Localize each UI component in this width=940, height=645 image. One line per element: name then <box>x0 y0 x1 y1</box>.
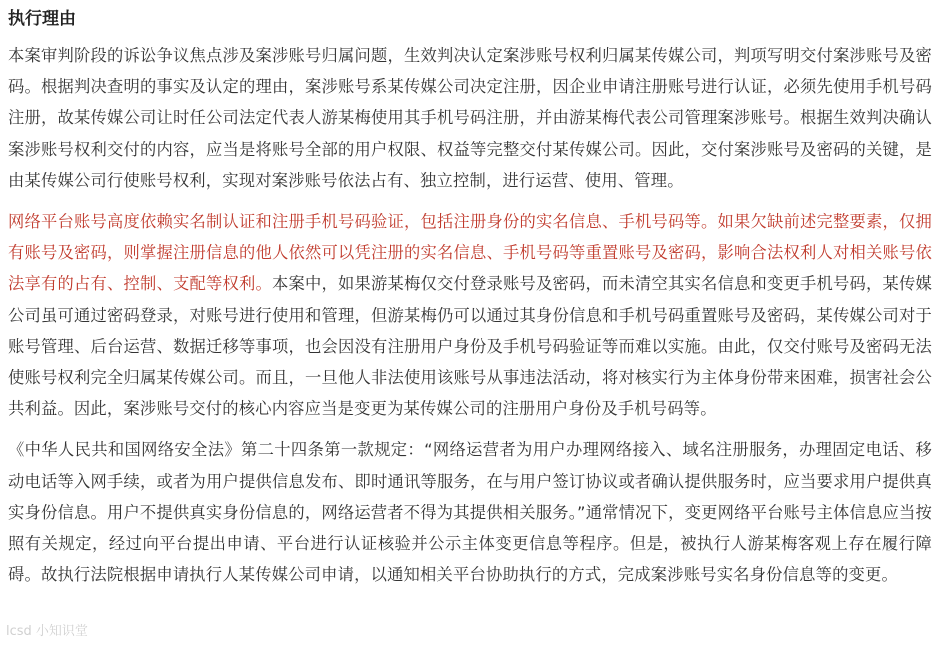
section-heading: 执行理由 <box>8 9 76 29</box>
paragraph-2 <box>8 206 932 424</box>
paragraph-1-text: 本案审判阶段的诉讼争议焦点涉及案涉账号归属问题，生效判决认定案涉账号权利归属某传媒公司，判项写明交付案涉账号及密码。根据判决查明的事实及认定的理由，案涉账号系某传媒公司决定注册，因企业申请注册账号进行认证，必须先使用手机号码注册，故某传媒公司让时任公司法定代表人游某梅使用其手机号码注册，并由游某梅代表公司管理案涉账号。根据生效判决确认案涉账号权利交付的内容，应当是将账号全部的用户权限、权益等完整交付某传媒公司。因此，交付案涉账号及密码的关键，是由某传媒公司行使账号权利，实现对案涉账号依法占有、独立控制，进行运营、使用、管理。 <box>8 46 932 190</box>
paragraph-2-highlight: 网络平台账号高度依赖实名制认证和注册手机号码验证，包括注册身份的实名信息、手机号码等。如果欠缺前述完整要素，仅拥有账号及密码，则掌握注册信息的他人依然可以凭注册的实名信息、手机号码等重置账号及密码，影响合法权利人对相关账号依法享有的占有、控制、支配等权利。 <box>8 212 932 294</box>
paragraph-1 <box>8 40 932 196</box>
watermark: lcsd 小知识堂 <box>6 624 88 639</box>
paragraph-3 <box>8 434 932 590</box>
paragraph-2-text: 本案中，如果游某梅仅交付登录账号及密码，而未清空其实名信息和变更手机号码，某传媒公司虽可通过密码登录，对账号进行使用和管理，但游某梅仍可以通过其身份信息和手机号码重置账号及密码，某传媒公司对于账号管理、后台运营、数据迁移等事项，也会因没有注册用户身份及手机号码验证等而难以实施。由此，仅交付账号及密码无法使账号权利完全归属某传媒公司。而且，一旦他人非法使用该账号从事违法活动，将对核实行为主体身份带来困难，损害社会公共利益。因此，案涉账号交付的核心内容应当是变更为某传媒公司的注册用户身份及手机号码等。 <box>8 274 933 419</box>
paragraph-3-text: 《中华人民共和国网络安全法》第二十四条第一款规定：“网络运营者为用户办理网络接入、域名注册服务，办理固定电话、移动电话等入网手续，或者为用户提供信息发布、即时通讯等服务，在与用户签订协议或者确认提供服务时，应当要求用户提供真实身份信息。用户不提供真实身份信息的，网络运营者不得为其提供相关服务。”通常情况下，变更网络平台账号主体信息应当按照有关规定，经过向平台提出申请、平台进行认证核验并公示主体变更信息等程序。但是，被执行人游某梅客观上存在履行障碍。故执行法院根据申请执行人某传媒公司申请，以通知相关平台协助执行的方式，完成案涉账号实名身份信息等的变更。 <box>8 440 932 585</box>
document-body <box>8 6 932 600</box>
